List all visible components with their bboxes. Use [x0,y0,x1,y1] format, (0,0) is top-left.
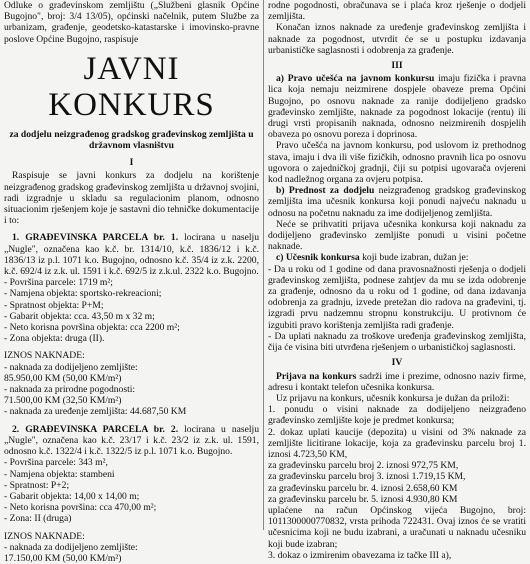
parcel-2-heading: 2. GRAĐEVINSKA PARCELA br. 2. [12,423,179,435]
parcel-2-item: - Gabarit objekta: 14,00 x 14,00 m; [4,490,140,502]
parcel-1-item: - Neto korisna površina objekta: cca 2200 m²; [4,322,180,334]
eligibility-paragraph: a) Pravo učešća na javnom konkursu imaju fizička i pravna lica koja nemaju neizmirene dospjele obaveze prema Općini Bugojno, po osnovu naknade za ranije dodijeljeno gradsko građevinsko zemljište, naknade za pogodnost lokacije (rentu) ili drugi vrsti propisanih naknada, odnosno neizmirenih dospjelih obaveza po osnovu poreza i doprinosa. [268,73,526,141]
section-heading-4: IV [391,357,403,369]
parcel-1-item: - Gabarit objekta: cca. 43,50 m x 32 m; [4,310,155,322]
deposit-line: za građevinsku parcelu br. 5. iznosi 4.930,80 KM [268,493,458,505]
deposit-line: za građevinsku parcelu broj 2. iznosi 972,75 KM, [268,460,459,472]
parcel-2-fee-line: - naknada za dodijeljeno zemljište: [4,541,138,553]
attachment-2: 2. dokaz uplati kaucije (depozita) u visini od 3% naknade za zemljište licitirane lokacije, koja za građevinsku parcelu broj 1. iznosi 4.723,50 KM, [268,426,526,460]
parcel-1-fee-line: - naknada za dodijeljeno zemljište: [4,361,138,373]
parcel-1-text: locirana u naselju „Nugle", označena kao k.č. br. 1314/10, k.č. 1836/12 i k.č. 1836/13 iz p.l. 1071 k.o. Bugojno, odnosno k.č. 35/4 iz z.k. 2200, k.č. 692/4 iz z.k. ul. 1591 i k.č. 692/5 iz z.k.ul. 2322 k.o. Bugojno. [4,232,259,278]
application-label: Prijava na konkurs [276,370,357,382]
parcel-2-item: - Namjena objekta: stambeni [4,468,115,480]
parcel-2-text: locirana u naselju „Nugle", označena kao k.č. 23/17 i k.č. 23/2 iz z.k. ul. 1591, odnosno k.č. 1322/4 i k.č. 1322/5 iz p.l. 1071 k.o. Bugojno. [4,423,259,458]
parcel-2-fee-line: 17.150,00 KM (50,00 KM/m²) [4,552,122,564]
notice-title: JAVNI KONKURS [48,50,215,123]
priority-paragraph: b) Prednost za dodjelu neizgrađenog gradskog građevinskog zemljišta ima učesnik konkursa koji ponudi najveću naknadu u odnosu na početnu naknadu za ime dodijeljenog zemljišta. [268,185,526,219]
parcel-1-paragraph [4,232,259,277]
obligation-1: - Da u roku od 1 godine od dana pravosnažnosti rješenja o dodjeli građevinskog zemljišta, podnese zahtjev da mu se izda odobrenje za građenje, odnosno da u roku od 1 godine, od dana izdavanja odobrenja za gradnju, izvede pretežan dio radova na građevini, tj. izgradi prvu nadzemnu stropnu konstrukciju. U protivnom će izgubiti pravo korištenja zemljišta radi građenje. [268,263,526,331]
application-paragraph: Prijava na konkurs sadrži ime i prezime, odnosno naziv firme, adresu i kontakt telefon učesnika konkursa. [268,370,526,393]
deposit-line: za građevinsku parcelu broj 3. iznosi 1.719,15 KM, [268,471,466,483]
continued-text: rodne pogodnosti, obračunava se i plaća kroz rješenje o dodjeli zemljišta. [268,0,526,23]
column-divider [263,0,264,530]
parcel-1-item: - Namjena objekta: sportsko-rekreacioni; [4,288,162,300]
parcel-1-fee-line: - naknada za prirodne pogodnosti: [4,384,136,396]
rejection-text: Neće se prihvatiti prijava učesnika konkursa koji naknadu za dodijeljeno građevinsko zemljište ponudi u visini početne naknade. [268,218,526,253]
parcel-2-item: - Spratnost: P+2; [4,479,70,491]
parcel-1-item: - Spratnost objekta: P+M; [4,299,104,311]
parcel-2-items [4,457,259,524]
final-amount-text: Konačan iznos naknade za uređenje građevinskog zemljišta i naknade za pogodnost, utvrdit će se u postupku izdavanja urbanističke saglasnosti i odobrenja za građenje. [268,22,526,56]
eligibility-label: a) Pravo učešća na javnom konkursu [276,73,435,85]
intro-text: Odluke o građevinskom zemljištu („Službeni glasnik Općine Bugojno", broj: 3/4 13/05), općinski načelnik, putem Službe za urbanizam, građenje, geodetsko-katastarske i imovinsko-pravne poslove Općine Bugojno, raspisuje [4,0,259,45]
attachments-intro: Uz prijavu na konkurs, učesnik konkursa je dužan da priloži: [276,392,510,404]
parcel-1-heading: 1. GRAĐEVINSKA PARCELA br. 1. [12,232,179,244]
parcel-2-item: - Zona: II (druga) [4,513,72,525]
parcel-1-item: - Površina parcele: 1719 m²; [4,277,113,289]
parcel-1-fee-line: 85.950,00 KM (50,00 KM/m²) [4,372,122,384]
parcel-1-fee-line: 71.500,00 KM (32,50 KM/m²) [4,395,122,407]
obligations-paragraph: c) Učesnik konkursa koji bude izabran, dužan je: [276,252,469,264]
right-column [268,0,526,561]
parcel-1-fees-heading: IZNOS NAKNADE: [4,350,85,362]
parcel-1-items [4,277,259,344]
obligations-label: c) Učesnik konkursa [276,252,360,264]
parcel-1-fee-line: - naknada za uređenje zemljišta: 44.687,50 KM [4,406,187,418]
obligation-2: - Da uplati naknadu za troškove uređenja građevinskog zemljišta, čija će visina biti utvrđena rješenjem o urbanističkoj saglasnosti. [268,330,526,354]
left-column [4,0,259,564]
payment-account-text: uplaćene na račun Općinskog vijeća Bugojno, broj: 1011300000770832, vrsta prihoda 722431. Ovaj iznos će se vratiti učesnicima koji ne budu izabrani, a uračunati u naknadu učesniku koji bude izabran; [268,504,526,550]
parcel-2-fees-heading: IZNOS NAKNADE: [4,530,85,542]
parcel-1-item: - Zona objekta: druga (II). [4,333,105,345]
section-1-text: Raspisuje se javni konkurs za dodjelu na korištenje neizgrađenog gradskog građevinskog zemljišta u državnoj svojini, radi izgradnje u skladu sa regulacionim planom, odnosno situacionim rješenjem koje je sastavni dio tehničke dokumentacije i to: [4,170,259,227]
section-heading-1: I [129,157,134,169]
priority-label: b) Prednost za dodjelu [276,185,375,197]
attachment-3: 3. dokaz o izmirenim obavezama iz tačke III a), [268,549,452,561]
deposit-line: za građevinsku parcelu br. 4. iznosi 2.658,60 KM [268,482,458,494]
parcel-2-item: - Neto korisna površina: cca 470,00 m²; [4,502,157,514]
notice-subtitle: za dodjelu neizgrađenog gradskog građevinskog zemljišta u državnom vlasništvu [9,128,254,152]
section-heading-3: III [391,60,403,72]
parcel-2-item: - Površina parcele: 343 m², [4,457,108,469]
parcel-2-paragraph [4,424,259,458]
attachment-1: 1. ponudu o visini naknade za dodijeljeno neizgrađeno građevinsko zemljište koje je predmet konkursa; [268,404,526,427]
joint-construction-text: Pravo učešća na javnom konkursu, pod uslovom iz prethodnog stava, imaju i dva ili više fizičkih, odnosno pravnih lica po osnovu ugovora o zajedničkoj gradnji, čiji su potpisi ugovarača ovjereni kod nadležnog organa za ovjeru potpisa. [268,140,526,186]
